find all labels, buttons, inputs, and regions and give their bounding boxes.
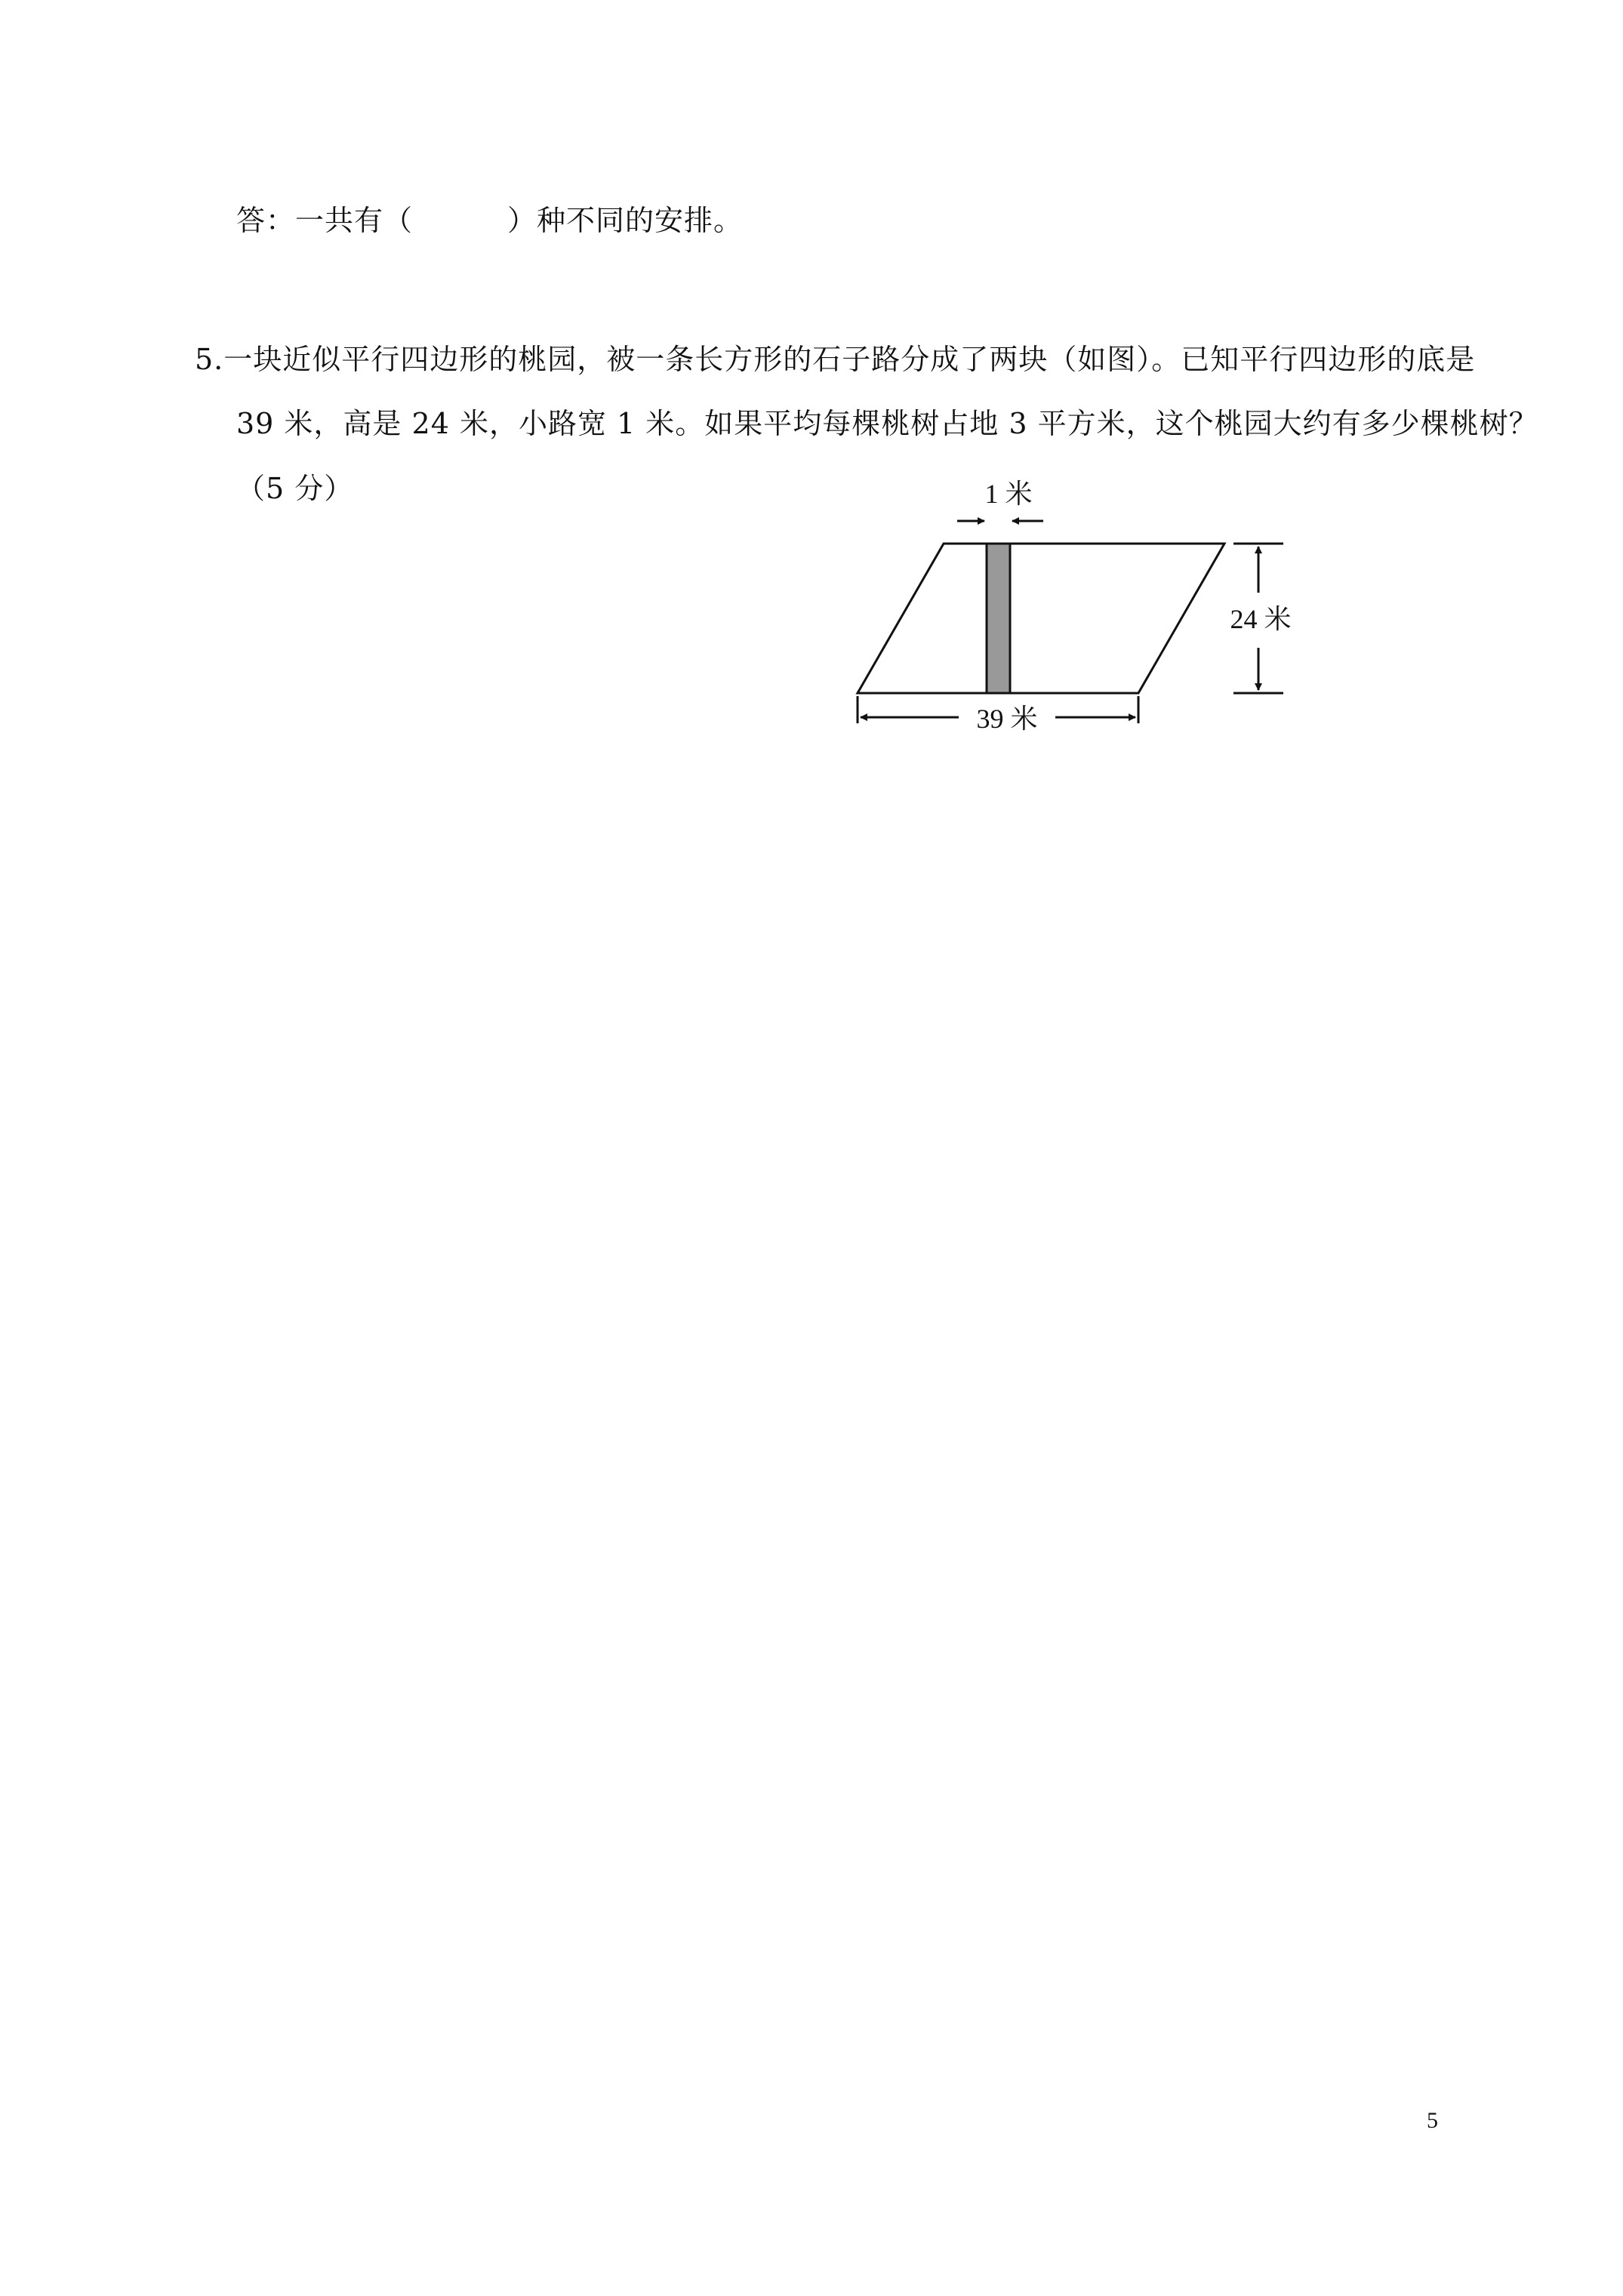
parallelogram-shape xyxy=(858,544,1224,693)
answer-line xyxy=(236,202,743,239)
answer-prefix: 答：一共有（ xyxy=(236,204,414,237)
parallelogram-figure xyxy=(830,453,1329,770)
page-number: 5 xyxy=(1427,2108,1438,2133)
stone-path-rect xyxy=(987,544,1010,693)
question-text-line-1: 5.一块近似平行四边形的桃园，被一条长方形的石子路分成了两块（如图）。已知平行四边形的底是 xyxy=(195,343,1476,376)
base-label: 39 米 xyxy=(976,704,1038,734)
question-text-line-2: 39 米，高是 24 米，小路宽 1 米。如果平均每棵桃树占地 3 平方米，这个桃园大约有多少棵桃树？ xyxy=(236,407,1538,440)
parallelogram-diagram xyxy=(830,453,1329,770)
height-label: 24 米 xyxy=(1230,604,1292,634)
question-score: （5 分） xyxy=(236,472,354,505)
path-width-label: 1 米 xyxy=(984,479,1033,509)
answer-suffix: ）种不同的安排。 xyxy=(507,204,744,237)
